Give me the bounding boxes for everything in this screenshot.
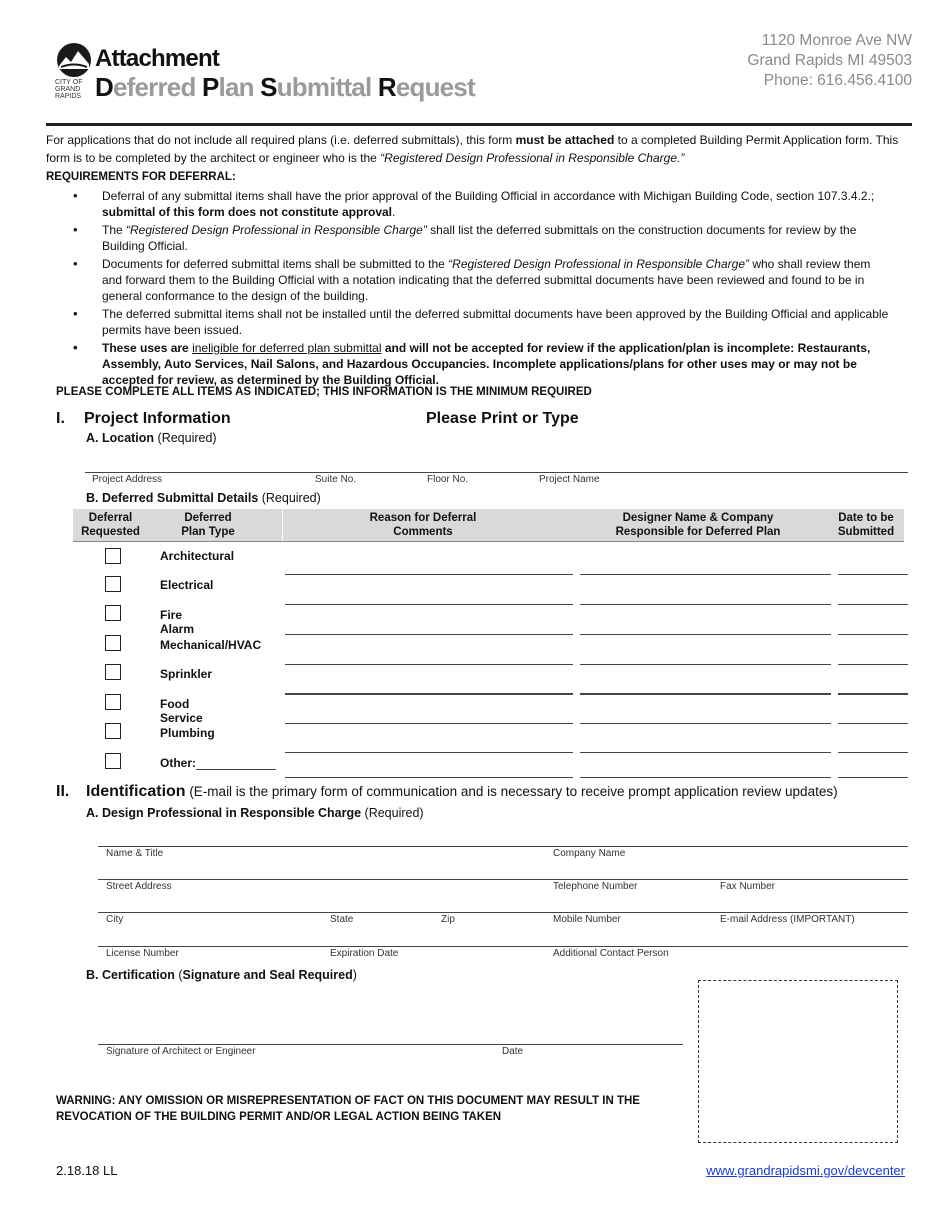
- req5-pre: These uses are: [102, 341, 193, 355]
- additional-contact-label: Additional Contact Person: [553, 948, 669, 959]
- col-plan-type: [148, 511, 268, 539]
- street-line[interactable]: [98, 879, 908, 880]
- req3-italic: “Registered Design Professional in Responsible Charge”: [448, 257, 749, 271]
- requirement-4: • The deferred submittal items shall not be installed until the deferred submittal documents have been approved by the Building Official and applicable permits have been issued.: [60, 306, 892, 338]
- reason-line[interactable]: [285, 634, 573, 635]
- requirement-1: [60, 188, 892, 220]
- col-date: [828, 511, 904, 539]
- title-rest-p: lan: [218, 72, 254, 102]
- requirement-5: [60, 340, 892, 388]
- plan-type-fire-alarm: Fire Alarm: [160, 608, 195, 636]
- col-designer: [573, 511, 823, 539]
- location-line[interactable]: [85, 472, 908, 473]
- section2-note: (E-mail is the primary form of communication and is necessary to receive prompt application review updates): [185, 784, 838, 799]
- col-reason: [283, 511, 563, 539]
- cert-open: (: [174, 968, 183, 982]
- name-title-label: Name & Title: [106, 848, 164, 859]
- reason-line[interactable]: [285, 777, 573, 778]
- plan-type-mechanical: Mechanical/HVAC: [160, 638, 262, 652]
- req1-bold: submittal of this form does not constitute approval: [102, 205, 393, 219]
- address-line2: Grand Rapids MI 49503: [747, 52, 912, 69]
- plan-type-architectural: Architectural: [160, 549, 235, 563]
- req1-end: .: [392, 205, 396, 219]
- details-required: (Required): [258, 491, 321, 505]
- suite-label: Suite No.: [315, 474, 357, 485]
- logo-text-3: RAPIDS: [55, 93, 82, 100]
- design-professional-heading: [86, 806, 424, 820]
- website-link[interactable]: www.grandrapidsmi.gov/devcenter: [706, 1163, 905, 1178]
- col5-l1: Date to be: [838, 512, 894, 524]
- col2-l1: Deferred: [184, 512, 232, 524]
- date-line[interactable]: [838, 664, 908, 665]
- location-heading: [86, 431, 217, 445]
- seal-box[interactable]: [698, 980, 898, 1143]
- req2-pre: The: [102, 223, 127, 237]
- designer-line[interactable]: [580, 752, 831, 753]
- plan-type-other: Other:: [160, 756, 196, 770]
- title-rest-r: equest: [395, 72, 475, 102]
- checkbox-sprinkler[interactable]: [105, 664, 121, 680]
- col4-l2: Responsible for Deferred Plan: [615, 526, 781, 538]
- header-divider: [46, 123, 912, 126]
- col4-l1: Designer Name & Company: [622, 512, 774, 524]
- req5-underline: ineligible for deferred plan submittal: [192, 341, 382, 355]
- print-or-type: Please Print or Type: [426, 410, 579, 427]
- plan-type-food-service: Food Service: [160, 697, 203, 725]
- certification-heading: [86, 968, 357, 982]
- title-cap-d: D: [95, 72, 113, 102]
- requirement-2: [60, 222, 892, 254]
- col1-l1: Deferral: [88, 512, 133, 524]
- project-name-label: Project Name: [539, 474, 600, 485]
- cert-close: ): [352, 968, 357, 982]
- designer-line[interactable]: [580, 777, 831, 778]
- req1-text: Deferral of any submittal items shall have the prior approval of the Building Official in accordance with Michigan Building Code, section 107.3.4.2.;: [102, 189, 875, 203]
- title-cap-p: P: [201, 72, 219, 102]
- fax-label: Fax Number: [720, 881, 776, 892]
- phone-number: Phone: 616.456.4100: [763, 72, 912, 89]
- title-rest-d: eferred: [112, 72, 196, 102]
- date-line[interactable]: [838, 777, 908, 778]
- section1-title: Project Information: [84, 410, 231, 427]
- req5-post: and will not be accepted for review if the application/plan is incomplete: Restaurants, Assembly, Auto Services, Nail Salons, and Hazardous Occupancies. Incomplete applications/plans for other uses may or may not be accepted for review, as determined by the Building Official.: [102, 341, 871, 387]
- intro-text-1: For applications that do not include all required plans (i.e. deferred submittals), this form: [46, 133, 516, 147]
- requirements-list: [60, 188, 892, 390]
- project-address-label: Project Address: [92, 474, 163, 485]
- minimum-required-notice: PLEASE COMPLETE ALL ITEMS AS INDICATED; THIS INFORMATION IS THE MINIMUM REQUIRED: [56, 386, 592, 398]
- dp-required: (Required): [361, 806, 424, 820]
- form-code: 2.18.18 LL: [56, 1163, 118, 1178]
- street-label: Street Address: [106, 881, 172, 892]
- date-label: Date: [502, 1046, 524, 1057]
- logo-text-2: GRAND: [55, 86, 81, 93]
- location-required: (Required): [154, 431, 217, 445]
- checkbox-electrical[interactable]: [105, 576, 121, 592]
- deferral-table-header: [73, 509, 904, 542]
- license-label: License Number: [106, 948, 179, 959]
- company-label: Company Name: [553, 848, 626, 859]
- city-logo: [55, 42, 93, 100]
- signature-line[interactable]: [98, 1044, 683, 1045]
- req3-pre: Documents for deferred submittal items shall be submitted to the: [102, 257, 449, 271]
- checkbox-architectural[interactable]: [105, 548, 121, 564]
- details-heading: [86, 491, 321, 505]
- requirements-heading: REQUIREMENTS FOR DEFERRAL:: [46, 171, 236, 183]
- checkbox-mechanical[interactable]: [105, 635, 121, 651]
- designer-line[interactable]: [580, 604, 831, 605]
- dp-title: A. Design Professional in Responsible Charge: [86, 806, 362, 820]
- license-line[interactable]: [98, 946, 908, 947]
- title-rest-s: ubmittal: [276, 72, 372, 102]
- reason-line[interactable]: [285, 574, 573, 575]
- details-title: B. Deferred Submittal Details: [86, 491, 259, 505]
- other-specify-line[interactable]: [196, 769, 276, 770]
- designer-line[interactable]: [580, 723, 831, 724]
- title-cap-r: R: [377, 72, 396, 102]
- city-line[interactable]: [98, 912, 908, 913]
- email-label: E-mail Address (IMPORTANT): [720, 914, 855, 925]
- checkbox-other[interactable]: [105, 753, 121, 769]
- address-line1: 1120 Monroe Ave NW: [761, 32, 912, 49]
- col2-l2: Plan Type: [181, 526, 235, 538]
- intro-italic: “Registered Design Professional in Responsible Charge.”: [380, 151, 685, 165]
- cert-title: B. Certification: [86, 968, 175, 982]
- intro-text-2: to a completed Building Permit Application form. This form is to be completed by the architect or engineer who is the: [46, 133, 899, 165]
- reason-line[interactable]: [285, 723, 573, 724]
- col3-l2: Comments: [393, 526, 453, 538]
- date-line[interactable]: [838, 634, 908, 635]
- checkbox-food-service[interactable]: [105, 694, 121, 710]
- date-line[interactable]: [838, 574, 908, 575]
- telephone-label: Telephone Number: [553, 881, 638, 892]
- state-label: State: [330, 914, 354, 925]
- designer-line[interactable]: [580, 693, 831, 695]
- req2-post: shall list the deferred submittals on the construction documents for review by the Building Official.: [102, 223, 857, 253]
- designer-line[interactable]: [580, 664, 831, 665]
- signature-label: Signature of Architect or Engineer: [106, 1046, 256, 1057]
- location-title: A. Location: [86, 431, 155, 445]
- intro-paragraph: [46, 131, 906, 167]
- date-line[interactable]: [838, 752, 908, 753]
- designer-line[interactable]: [580, 574, 831, 575]
- plan-type-sprinkler: Sprinkler: [160, 667, 213, 681]
- floor-label: Floor No.: [427, 474, 469, 485]
- section1-number: I.: [56, 410, 65, 427]
- warning-text: WARNING: ANY OMISSION OR MISREPRESENTATION OF FACT ON THIS DOCUMENT MAY RESULT IN THE REVOCATION OF THE BUILDING PERMIT AND/OR LEGAL ACTION BEING TAKEN: [56, 1095, 640, 1123]
- col-deferral-requested: [73, 511, 148, 539]
- req2-italic: “Registered Design Professional in Responsible Charge”: [126, 223, 427, 237]
- reason-line[interactable]: [285, 693, 573, 695]
- reason-line[interactable]: [285, 752, 573, 753]
- designer-line[interactable]: [580, 634, 831, 635]
- reason-line[interactable]: [285, 604, 573, 605]
- date-line[interactable]: [838, 693, 908, 695]
- intro-bold: must be attached: [515, 133, 615, 147]
- req3-post: who shall review them and forward them to the Building Official with a notation indicating that the deferred submittal documents have been reviewed and found to be in general conformance to the design of the building.: [102, 257, 871, 303]
- office-address: [747, 31, 912, 91]
- reason-line[interactable]: [285, 664, 573, 665]
- checkbox-fire-alarm[interactable]: [105, 605, 121, 621]
- col1-l2: Requested: [81, 526, 140, 538]
- name-line[interactable]: [98, 846, 908, 847]
- requirement-3: [60, 256, 892, 304]
- date-line[interactable]: [838, 604, 908, 605]
- cert-bold: Signature and Seal Required: [182, 968, 353, 982]
- section2-number: II.: [56, 783, 70, 800]
- logo-text-1: CITY OF: [55, 79, 83, 86]
- expiration-label: Expiration Date: [330, 948, 399, 959]
- mobile-label: Mobile Number: [553, 914, 621, 925]
- checkbox-plumbing[interactable]: [105, 723, 121, 739]
- date-line[interactable]: [838, 723, 908, 724]
- section2-heading: [86, 783, 838, 801]
- zip-label: Zip: [441, 914, 455, 925]
- plan-type-plumbing: Plumbing: [160, 726, 215, 740]
- title-cap-s: S: [260, 72, 277, 102]
- col5-l2: Submitted: [837, 526, 895, 538]
- section2-title: Identification: [86, 783, 186, 800]
- title-form-name: [95, 72, 475, 103]
- plan-type-electrical: Electrical: [160, 578, 214, 592]
- city-label: City: [106, 914, 124, 925]
- col3-l1: Reason for Deferral: [369, 512, 477, 524]
- title-attachment: Attachment: [95, 45, 220, 72]
